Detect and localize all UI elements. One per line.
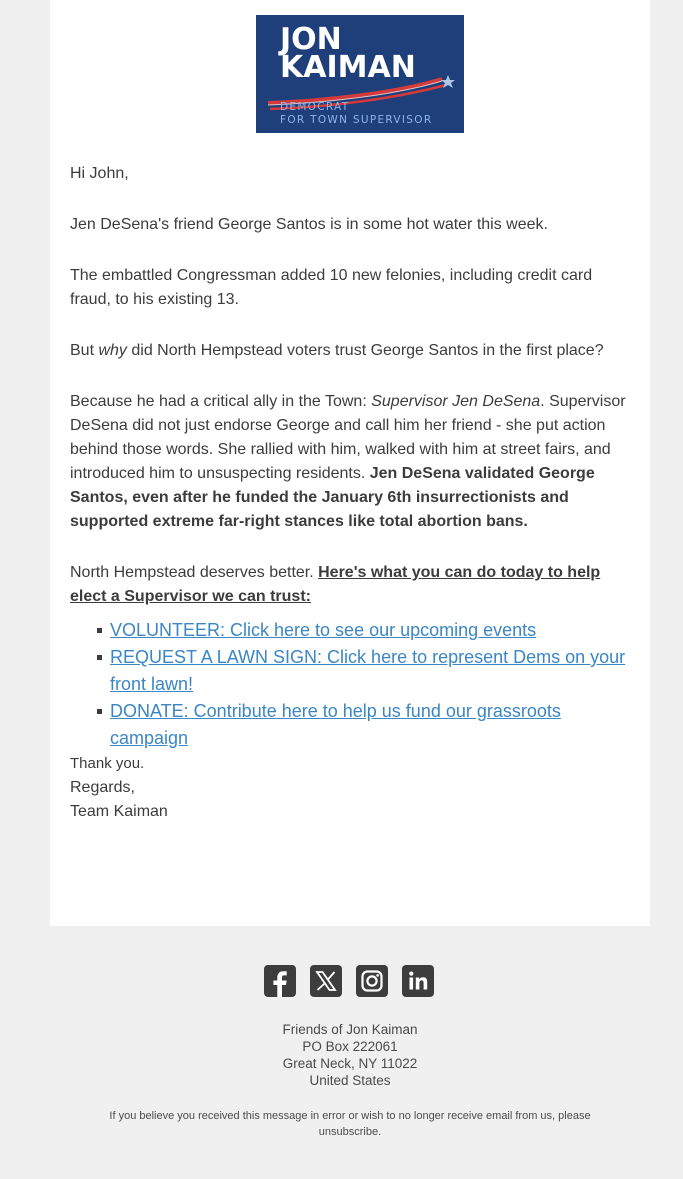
p4-mid: . Supervisor DeSena did not just endorse George and call him her friend - she put action behind those words. She rallied with him, walked with him at street fairs, and introduced him to unsuspecting residents. xyxy=(70,393,626,482)
logo-subtitle-party: DEMOCRAT xyxy=(280,101,350,113)
footer-note-text: If you believe you received this message in error or wish to no longer receive email from us, please xyxy=(109,1110,591,1122)
list-item xyxy=(110,617,630,644)
x-icon[interactable] xyxy=(310,965,342,997)
linkedin-icon[interactable] xyxy=(402,965,434,997)
logo-name-first: JON xyxy=(280,22,342,57)
unsubscribe-link[interactable]: unsubscribe xyxy=(318,1126,379,1138)
footer-address-line1: PO Box 222061 xyxy=(302,1039,398,1054)
campaign-logo xyxy=(256,15,464,133)
instagram-icon[interactable] xyxy=(356,965,388,997)
paragraph-call-to-action xyxy=(70,561,630,609)
action-links-list xyxy=(70,617,630,752)
p5-pre: North Hempstead deserves better. xyxy=(70,564,319,581)
logo-subtitle-office: FOR TOWN SUPERVISOR xyxy=(280,114,433,126)
footer-org: Friends of Jon Kaiman xyxy=(282,1022,418,1037)
paragraph-felonies: The embattled Congressman added 10 new felonies, including credit card fraud, to his existing 13. xyxy=(70,267,593,308)
email-card xyxy=(50,0,650,926)
logo-name-last: KAIMAN xyxy=(280,50,416,85)
facebook-icon[interactable] xyxy=(264,965,296,997)
signature: Team Kaiman xyxy=(70,803,168,820)
p4-emphasis: Supervisor Jen DeSena xyxy=(371,393,541,410)
greeting: Hi John, xyxy=(70,165,129,182)
donate-link[interactable]: DONATE: Contribute here to help us fund our grassroots campaign xyxy=(110,701,561,748)
p4-pre: Because he had a critical ally in the Town: xyxy=(70,393,372,410)
bullet-icon xyxy=(97,655,102,660)
p5-bold: Here's what you can do today to help elect a Supervisor we can trust: xyxy=(70,564,601,605)
p3-pre: But xyxy=(70,342,99,359)
p4-bold: Jen DeSena validated George Santos, even after he funded the January 6th insurrectionists and supported extreme far-right stances like total abortion bans. xyxy=(70,465,595,530)
p3-emphasis: why xyxy=(98,342,127,359)
paragraph-why xyxy=(70,339,630,363)
p3-post: did North Hempstead voters trust George Santos in the first place? xyxy=(126,342,604,359)
list-item xyxy=(110,644,630,698)
footer-unsubscribe-note xyxy=(80,1108,620,1140)
list-item xyxy=(110,698,630,752)
regards: Regards, xyxy=(70,779,135,796)
bullet-icon xyxy=(97,628,102,633)
paragraph-ally xyxy=(70,390,630,534)
volunteer-link[interactable]: VOLUNTEER: Click here to see our upcoming events xyxy=(110,620,537,640)
thank-you: Thank you. xyxy=(70,755,145,772)
paragraph-santos: Jen DeSena's friend George Santos is in some hot water this week. xyxy=(70,216,548,233)
footer-note-end: . xyxy=(378,1126,382,1138)
lawn-sign-link[interactable]: REQUEST A LAWN SIGN: Click here to represent Dems on your front lawn! xyxy=(110,647,626,694)
bullet-icon xyxy=(97,709,102,714)
footer-country: United States xyxy=(309,1073,391,1088)
social-links xyxy=(264,965,434,997)
email-body xyxy=(70,162,630,824)
footer-address-line2: Great Neck, NY 11022 xyxy=(282,1056,418,1071)
footer-address xyxy=(0,1021,683,1089)
